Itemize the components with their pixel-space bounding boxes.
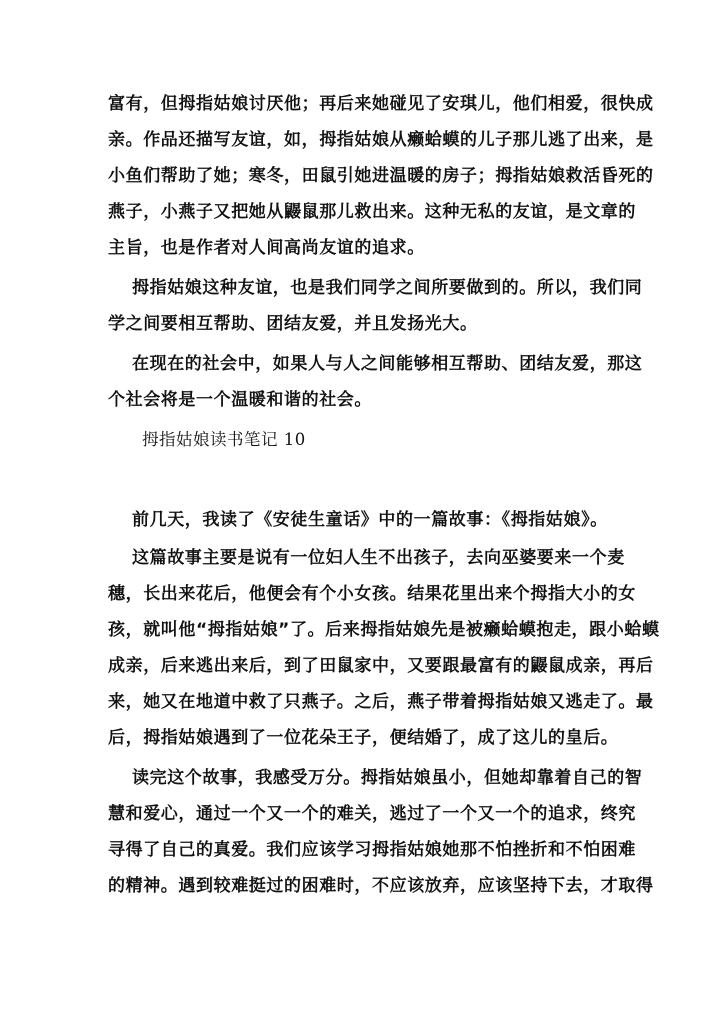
body-line: 学之间要相互帮助、团结友爱，并且发扬光大。 — [108, 314, 478, 334]
body-line: 前几天，我读了《安徒生童话》中的一篇故事：《拇指姑娘》。 — [132, 510, 608, 530]
body-line: 穗，长出来花后，他便会有个小女孩。结果花里出来个拇指大小的女 — [108, 584, 636, 604]
body-line: 来，她又在地道中救了只燕子。之后，燕子带着拇指姑娘又逃走了。最 — [108, 692, 654, 712]
body-line: 富有，但拇指姑娘讨厌他；再后来她碰见了安琪儿，他们相爱，很快成 — [108, 94, 654, 114]
body-line: 后，拇指姑娘遇到了一位花朵王子，便结婚了，成了这儿的皇后。 — [108, 728, 619, 748]
body-line: 在现在的社会中，如果人与人之间能够相互帮助、团结友爱，那这 — [132, 354, 643, 374]
body-line: 亲。作品还描写友谊，如，拇指姑娘从癞蛤蟆的儿子那儿逃了出来，是 — [108, 130, 654, 150]
body-line: 燕子，小燕子又把她从鼹鼠那儿救出来。这种无私的友谊，是文章的 — [108, 202, 636, 222]
body-line: 拇指姑娘这种友谊，也是我们同学之间所要做到的。所以，我们同 — [132, 278, 643, 298]
body-line: 寻得了自己的真爱。我们应该学习拇指姑娘她那不怕挫折和不怕困难 — [108, 840, 636, 860]
body-line: 的精神。遇到较难挺过的困难时，不应该放弃，应该坚持下去，才取得 — [108, 876, 654, 896]
body-line: 慧和爱心，通过一个又一个的难关，逃过了一个又一个的追求，终究 — [108, 804, 636, 824]
body-line: 成亲，后来逃出来后，到了田鼠家中，又要跟最富有的鼹鼠成亲，再后 — [108, 656, 654, 676]
body-line: 这篇故事主要是说有一位妇人生不出孩子，去向巫婆要来一个麦 — [132, 548, 625, 568]
section-heading: 拇指姑娘读书笔记 10 — [142, 430, 306, 449]
body-line: 读完这个故事，我感受万分。拇指姑娘虽小，但她却靠着自己的智 — [132, 768, 643, 788]
body-line: 孩，就叫他“拇指姑娘”了。后来拇指姑娘先是被癞蛤蟆抱走，跟小蛤蟆 — [108, 620, 660, 640]
body-line: 小鱼们帮助了她；寒冬，田鼠引她进温暖的房子；拇指姑娘救活昏死的 — [108, 166, 654, 186]
body-line: 个社会将是一个温暖和谐的社会。 — [108, 390, 372, 410]
body-line: 主旨，也是作者对人间高尚友谊的追求。 — [108, 238, 425, 258]
